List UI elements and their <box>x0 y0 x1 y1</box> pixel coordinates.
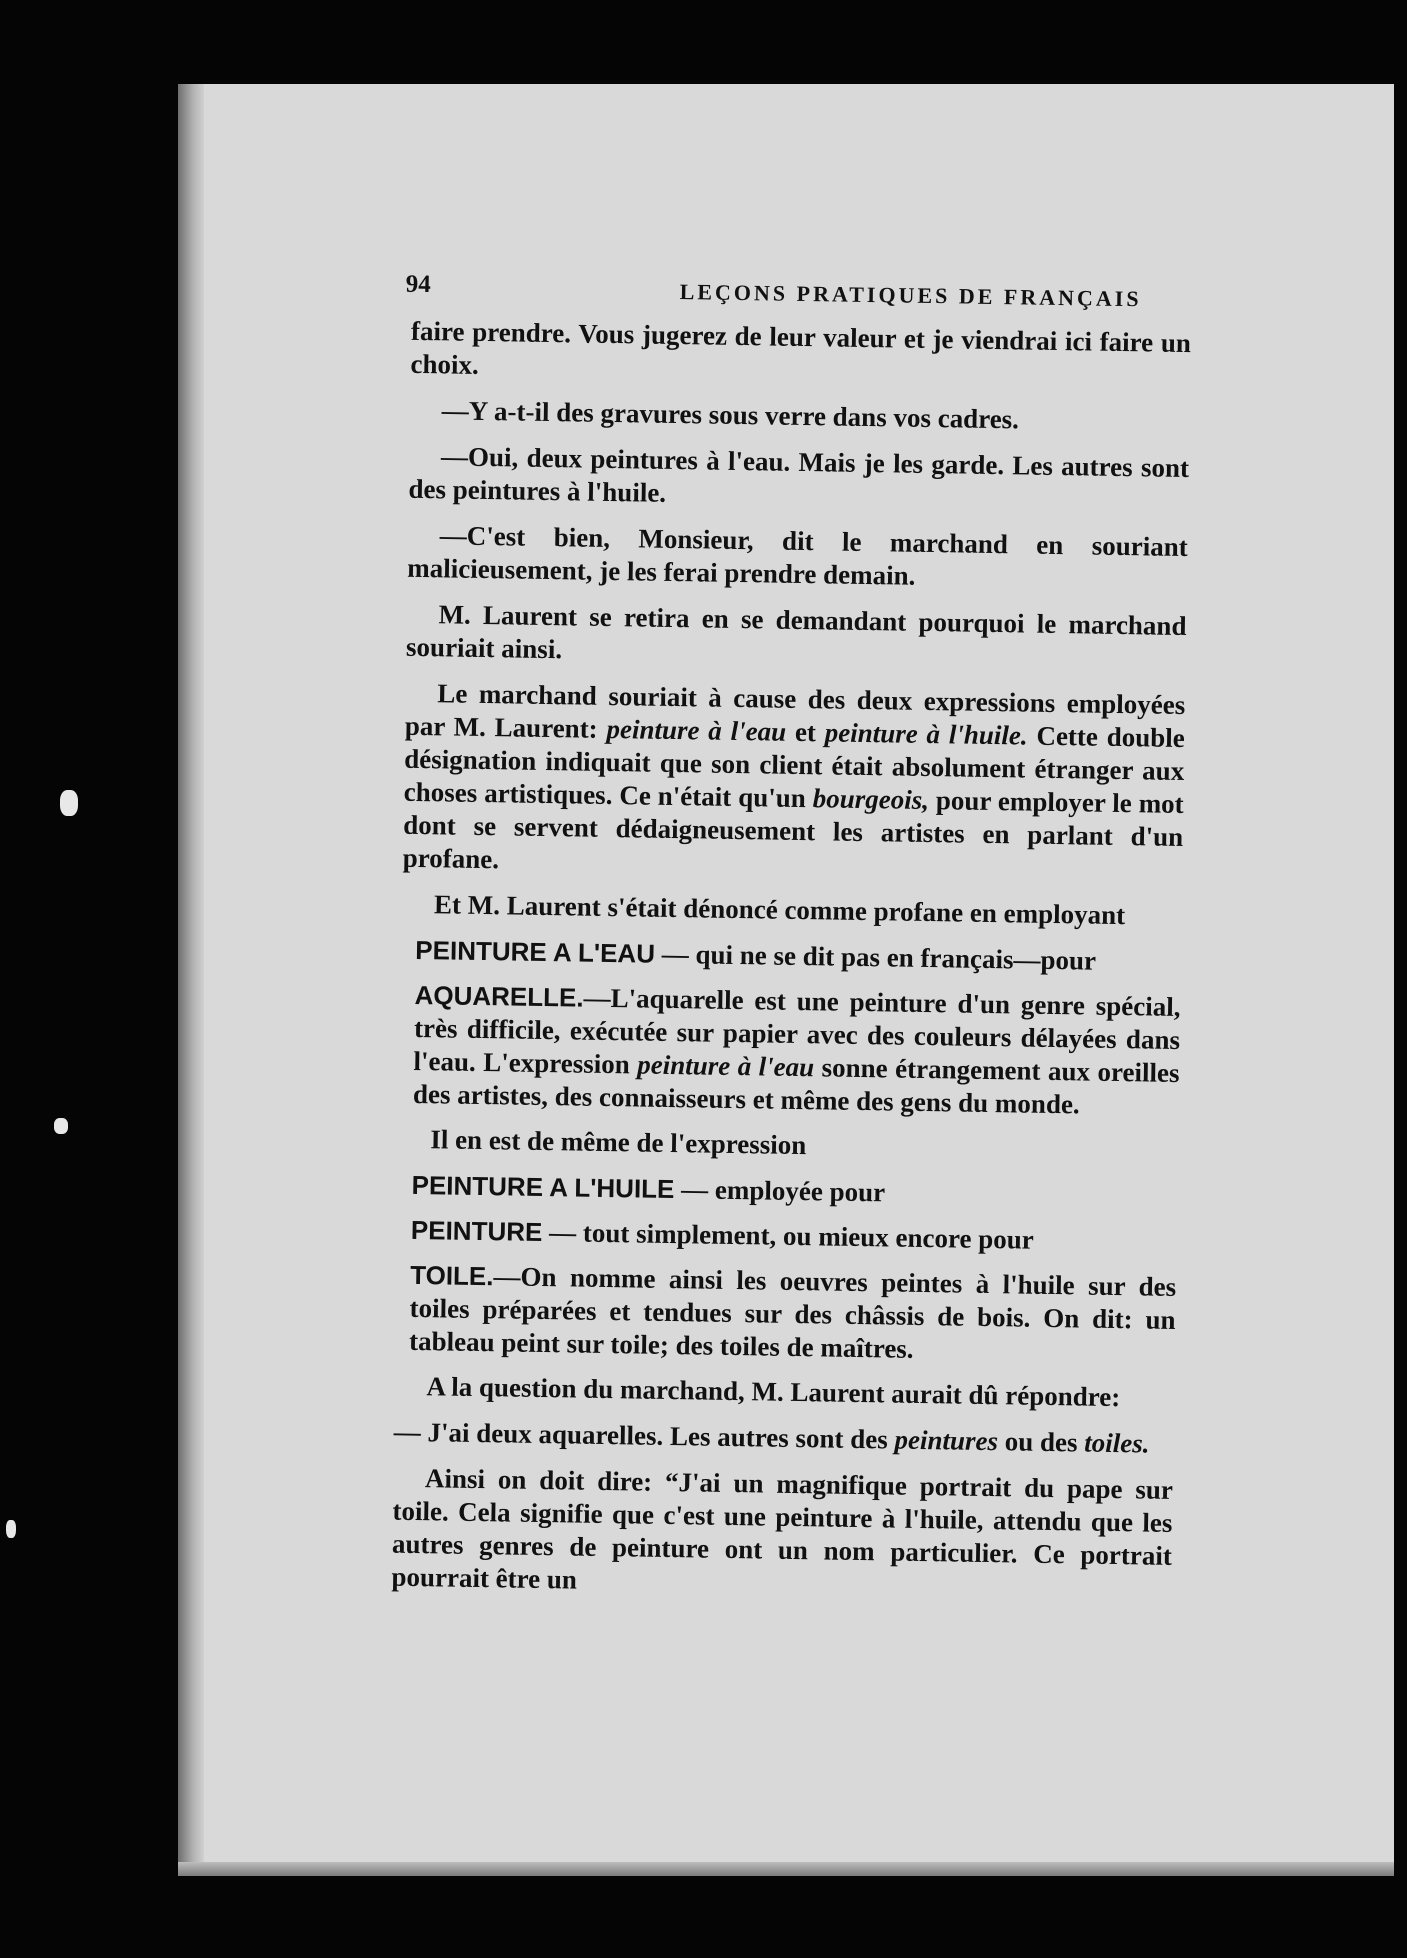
italic-term: peinture à l'eau <box>637 1049 815 1083</box>
term-text: — qui ne se dit pas en français—pour <box>661 938 1097 976</box>
running-title: LEÇONS PRATIQUES DE FRANÇAIS <box>679 279 1142 312</box>
term-text: —On nomme ainsi les oeuvres peintes à l'huile sur des toiles préparées et tendues sur des châssis de bois. On dit: un tableau peint sur toile; des toiles de maîtres. <box>408 1261 1177 1364</box>
paragraph: —C'est bien, Monsieur, dit le marchand en souriant malicieusement, je les ferai prendre demain. <box>407 520 1188 591</box>
paragraph: —Y a-t-il des gravures sous verre dans vos cadres. <box>441 395 1020 435</box>
term-heading: PEINTURE <box>410 1214 543 1247</box>
paragraph: Ainsi on doit dire: “J'ai un magnifique portrait du pape sur toile. Cela signifie que c'est une peinture à l'huile, attendu que les autres genres de peinture ont un nom particulier. Ce portrait pourrait être un <box>391 1463 1174 1595</box>
paragraph <box>223 674 1226 888</box>
italic-term: toiles. <box>1084 1427 1150 1459</box>
term-heading: TOILE. <box>409 1259 494 1292</box>
term-text: — tout simplement, ou mieux encore pour <box>548 1217 1035 1255</box>
paragraph: M. Laurent se retira en se demandant pourquoi le marchand souriait ainsi. <box>405 599 1187 665</box>
scan-speck <box>6 1520 16 1538</box>
term-heading: PEINTURE A L'EAU <box>415 934 656 969</box>
paragraph: A la question du marchand, M. Laurent aurait dû répondre: <box>426 1371 1121 1413</box>
page-spine <box>178 84 204 1876</box>
italic-term: peintures <box>894 1424 999 1457</box>
paragraph: Et M. Laurent s'était dénoncé comme profane en employant <box>433 889 1126 931</box>
scan-speck <box>60 790 78 816</box>
italic-term: bourgeois, <box>812 783 930 816</box>
term-entry <box>217 1166 1217 1215</box>
term-heading: AQUARELLE. <box>414 979 584 1013</box>
page-bottom-edge <box>178 1862 1394 1876</box>
text-run: ou des <box>997 1426 1085 1458</box>
italic-term: peinture à l'huile. <box>824 717 1028 751</box>
text-run: et <box>785 716 825 748</box>
term-entry <box>215 1256 1216 1371</box>
text-run: Le marchand souriait à cause des deux expressions employées par M. Laurent: <box>404 678 1186 744</box>
text-run: pour employer le mot dont se servent dédaigneusement les artistes en parlant d'un profane. <box>402 785 1184 875</box>
term-text: — employée pour <box>680 1174 886 1208</box>
text-run: — J'ai deux aquarelles. Les autres sont des <box>393 1416 895 1455</box>
term-heading: PEINTURE A L'HUILE <box>411 1169 675 1205</box>
term-text: —L'aquarelle est une peinture d'un genre spécial, très difficile, exécutée sur papier avec des couleurs délayées dans l'eau. L'expression <box>413 982 1181 1080</box>
paragraph: Il en est de même de l'expression <box>430 1124 807 1161</box>
page-number: 94 <box>405 270 431 299</box>
scan-speck <box>54 1118 68 1134</box>
term-entry <box>219 976 1221 1124</box>
text-run: Cette double désignation indiquait que son client était absolument étranger aux choses artistiques. Ce n'était qu'un <box>403 720 1185 814</box>
term-entry <box>217 1211 1217 1260</box>
page-text <box>211 268 1232 1620</box>
term-text: sonne étrangement aux oreilles des artistes, des connaisseurs et même des gens du monde. <box>412 1052 1180 1120</box>
paragraph: faire prendre. Vous jugerez de leur valeur et je viendrai ici faire un choix. <box>410 315 1192 380</box>
paragraph <box>213 1413 1213 1462</box>
paragraph: —Oui, deux peintures à l'eau. Mais je les garde. Les autres sont des peintures à l'huile. <box>408 441 1190 508</box>
italic-term: peinture à l'eau <box>606 713 787 747</box>
term-entry <box>221 931 1221 980</box>
